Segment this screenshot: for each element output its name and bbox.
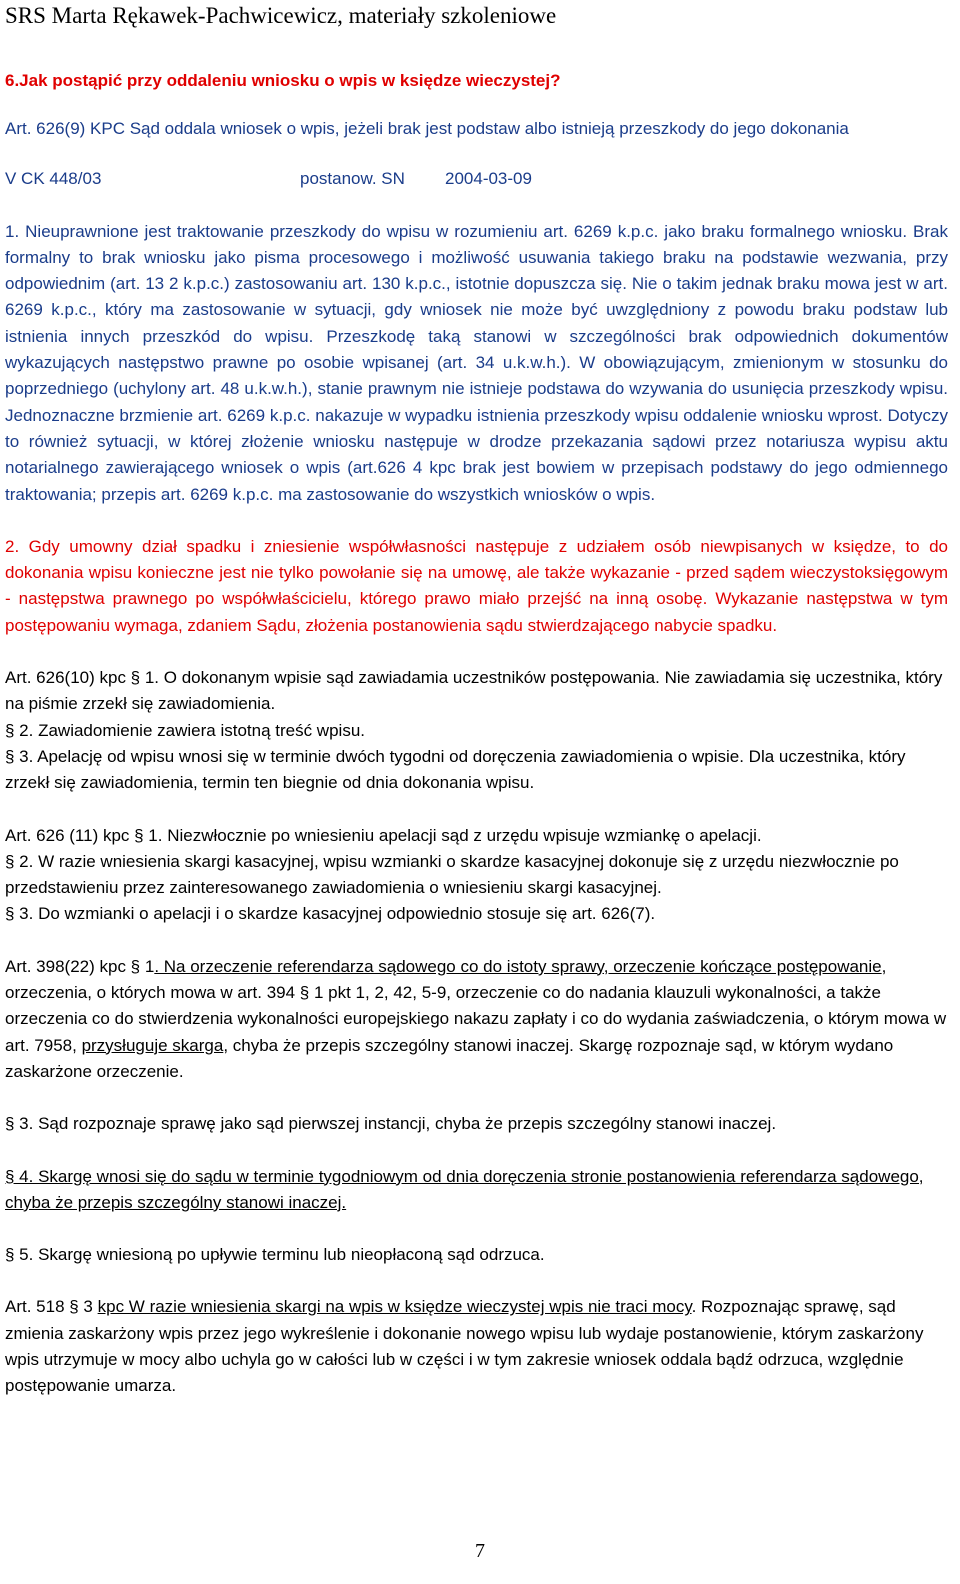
art-398-22-end: , chyba że przepis szczególny stanowi inaczej. Skargę rozpoznaje sąd, w którym wydano zaskarżone orzeczenie. bbox=[5, 1035, 894, 1081]
ref-type: postanow. SN bbox=[300, 169, 405, 189]
art-398-22-middle: , orzeczenia, o których mowa w art. 394 § 1 pkt 1, 2, 42, 5-9, orzeczenie co do nadania klauzuli wykonalności, a także orzeczenia co do stwierdzenia wykonalności europejskiego nakazu zapłaty i co do wydania zaświadczenia, o którym mowa w art. 7958, bbox=[5, 956, 947, 1055]
art-518-3-underlined: kpc W razie wniesienia skargi na wpis w księdze wieczystej wpis nie traci mocy bbox=[97, 1297, 692, 1317]
art-398-22-par-4: § 4. Skargę wnosi się do sądu w terminie tygodniowym od dnia doręczenia stronie postanowienia referendarza sądowego, chyba że przepis szczególny stanowi inaczej. bbox=[5, 1166, 924, 1212]
art-626-11-par-2: § 2. W razie wniesienia skargi kasacyjnej, wpisu wzmianki o skardze kasacyjnej dokonuje się z urzędu niezwłocznie po przedstawieniu przez zainteresowanego zawiadomienia o wniesieniu skargi kasacyjnej. bbox=[5, 851, 899, 898]
court-reference bbox=[5, 166, 948, 192]
thesis-point-1: 1. Nieuprawnione jest traktowanie przeszkody do wpisu w rozumieniu art. 6269 k.p.c. jako braku formalnego wniosku. Brak formalny to brak wniosku jako pisma procesowego i możliwość usuwania takiego braku na podstawie wezwania, przy odpowiednim (art. 13 2 k.p.c.) zastosowaniu art. 130 k.p.c., istotnie dopuszcza się. Nie o takim jednak braku mowa jest w art. 6269 k.p.c., który ma zastosowanie w sytuacji, gdy wniosek nie może być uwzględniony z powodu braku podstaw lub istnienia innych przeszkód do wpisu. Przeszkodę taką stanowi w szczególności brak odpowiednich dokumentów wykazujących następstwo prawne po osobie wpisanej (art. 34 u.k.w.h.). W obowiązującym, zmienionym w stosunku do poprzedniego (uchylony art. 48 u.k.w.h.), stanie prawnym nie istnieje podstawa do wzywania do usunięcia przeszkody wpisu. Jednoznaczne brzmienie art. 6269 k.p.c. nakazuje w wypadku istnienia przeszkody wpisu oddalenie wniosku wprost. Dotyczy to również sytuacji, w której złożenie wniosku następuje w drodze przekazania sądowi przez notariusza wypisu aktu notarialnego zawierającego wniosek o wpis (art.626 4 kpc brak jest bowiem w przepisach podstawy do jego odmiennego traktowania; przepis art. 6269 k.p.c. ma zastosowanie do wszystkich wniosków o wpis. bbox=[5, 221, 948, 504]
art-626-11-par-3: § 3. Do wzmianki o apelacji i o skardze kasacyjnej odpowiednio stosuje się art. 626(7). bbox=[5, 904, 656, 924]
art-626-10-par-1: Art. 626(10) kpc § 1. O dokonanym wpisie sąd zawiadamia uczestników postępowania. Nie zawiadamia się uczestnika, który na piśmie zrzekł się zawiadomienia. bbox=[5, 668, 943, 714]
art-398-22-underlined-2: przysługuje skarga bbox=[81, 1035, 224, 1055]
ref-date: 2004-03-09 bbox=[445, 169, 532, 189]
art-398-22-underlined-1: . Na orzeczenie referendarza sądowego co do istoty sprawy, orzeczenie kończące postępowanie bbox=[154, 956, 882, 976]
art-518-3 bbox=[5, 1294, 948, 1399]
art-518-3-lead: Art. 518 § 3 bbox=[5, 1297, 98, 1317]
page-number: 7 bbox=[475, 1540, 485, 1562]
art-398-22-lead: Art. 398(22) kpc § 1 bbox=[5, 956, 155, 976]
art-626-9: Art. 626(9) KPC Sąd oddala wniosek o wpis, jeżeli brak jest podstaw albo istnieją przeszkody do jego dokonania bbox=[5, 119, 849, 138]
art-398-22-par-1 bbox=[5, 954, 948, 1085]
art-398-22-par-3: § 3. Sąd rozpoznaje sprawę jako sąd pierwszej instancji, chyba że przepis szczególny stanowi inaczej. bbox=[5, 1114, 777, 1134]
art-398-22-par-5: § 5. Skargę wniesioną po upływie terminu lub nieopłaconą sąd odrzuca. bbox=[5, 1245, 545, 1265]
art-626-11-par-1: Art. 626 (11) kpc § 1. Niezwłocznie po wniesieniu apelacji sąd z urzędu wpisuje wzmiankę o apelacji. bbox=[5, 825, 762, 845]
document-header: SRS Marta Rękawek-Pachwicewicz, materiały szkoleniowe bbox=[5, 3, 557, 28]
art-626-10-par-2: § 2. Zawiadomienie zawiera istotną treść wpisu. bbox=[5, 720, 365, 740]
section-title: 6.Jak postąpić przy oddaleniu wniosku o wpis w księdze wieczystej? bbox=[5, 71, 561, 90]
thesis-point-2: 2. Gdy umowny dział spadku i zniesienie współwłasności następuje z udziałem osób niewpisanych w księdze, to do dokonania wpisu konieczne jest nie tylko powołanie się na umowę, ale także wykazanie - przed sądem wieczystoksięgowym - następstwa prawnego po współwłaścicielu, którego prawo miało przejść na inną osobę. Wykazanie następstwa w tym postępowaniu wymaga, zdaniem Sądu, złożenia postanowienia sądu stwierdzającego nabycie spadku. bbox=[5, 536, 948, 635]
ref-signature: V CK 448/03 bbox=[5, 169, 102, 189]
art-518-3-end: . Rozpoznając sprawę, sąd zmienia zaskarżony wpis przez jego wykreślenie i dokonanie nowego wpisu lub wydaje postanowienie, którym zaskarżony wpis utrzymuje w mocy albo uchyla go w całości lub w części i w tym zakresie wniosek oddala bądź odrzuca, względnie postępowanie umarza. bbox=[5, 1297, 924, 1396]
page-body bbox=[5, 68, 948, 1400]
art-626-10-par-3: § 3. Apelację od wpisu wnosi się w terminie dwóch tygodni od doręczenia zawiadomienia o wpisie. Dla uczestnika, który zrzekł się zawiadomienia, termin ten biegnie od dnia dokonania wpisu. bbox=[5, 746, 906, 793]
